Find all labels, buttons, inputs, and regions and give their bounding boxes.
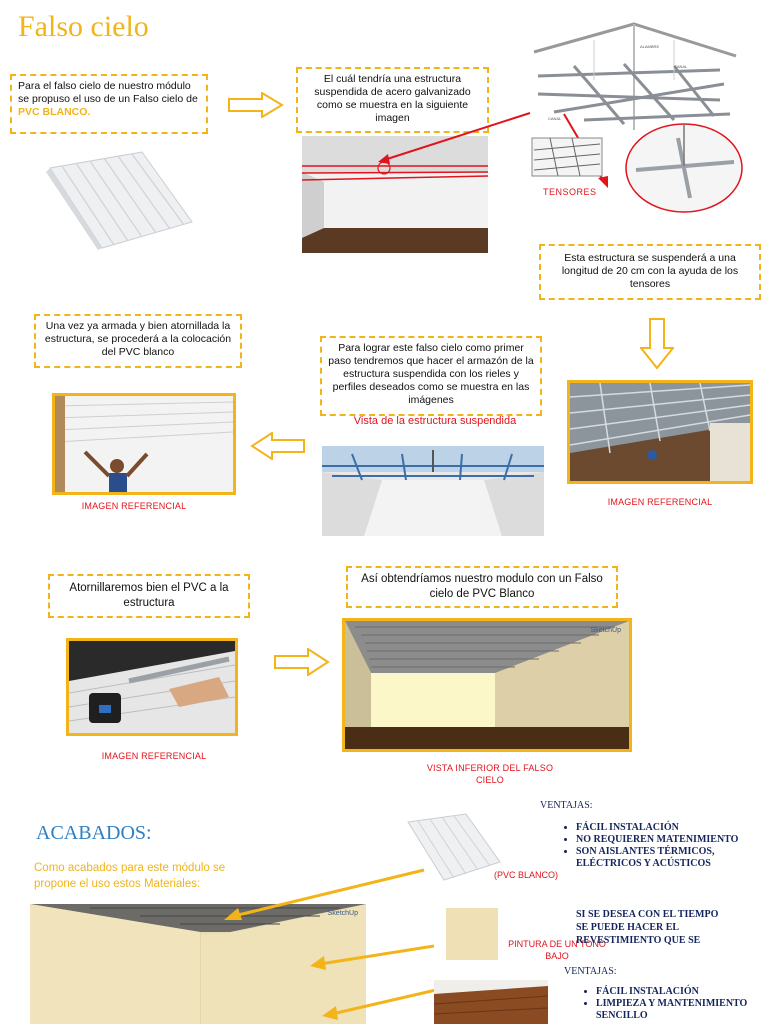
vista-inferior-label: VISTA INFERIOR DEL FALSO CIELO [426, 763, 554, 785]
intro-highlight: PVC BLANCO. [18, 106, 91, 118]
floor-advantages-list [580, 986, 766, 1022]
intro-text: Para el falso cielo de nuestro módulo se propuso el uso de un Falso cielo de [18, 80, 198, 105]
reference-image-installation [567, 380, 753, 484]
vista-estructura-label: Vista de la estructura suspendida [353, 415, 517, 427]
screw-box: Atornillaremos bien el PVC a la estructura [48, 574, 250, 618]
reference-image-pvc-installation [52, 393, 236, 495]
sketchup-render [342, 618, 632, 752]
wood-floor-image [434, 980, 548, 1024]
result-box: Así obtendríamos nuestro modulo con un Falso cielo de PVC Blanco [346, 566, 618, 608]
sketchup-logo: SketchUp [590, 627, 621, 634]
svg-text:ALAMBRE: ALAMBRE [640, 44, 660, 49]
arrow-right-icon [228, 92, 284, 118]
advantage-item: • NO REQUIEREN MATENIMIENTO [576, 834, 750, 846]
structure-box: El cuál tendría una estructura suspendida de acero galvanizado como se muestra en la siguiente imagen [296, 67, 489, 133]
arrow-paint-icon [306, 942, 436, 977]
pvc-label: (PVC BLANCO) [494, 870, 559, 880]
paint-label: PINTURA DE UN TONO BAJO [508, 939, 606, 961]
intro-box [10, 74, 208, 134]
arrow-left-icon [250, 432, 306, 460]
page-title: Falso cielo [18, 10, 149, 43]
acabados-intro: Como acabados para este módulo se propone el uso estos Materiales: [34, 862, 226, 890]
red-pointer-arrow [370, 110, 535, 175]
paint-swatch [446, 908, 498, 960]
suspended-structure-render [322, 446, 544, 536]
ventajas-label-2: VENTAJAS: [564, 966, 617, 977]
sketchup-logo-2: SketchUp [327, 910, 358, 917]
svg-text:CANAL: CANAL [548, 116, 562, 121]
advantage-item: • FÁCIL INSTALACIÓN [596, 986, 766, 998]
reference-label-left: IMAGEN REFERENCIAL [81, 501, 187, 511]
reference-image-screwing [66, 638, 238, 736]
advantage-item: • LIMPIEZA Y MANTENIMIENTO SENCILLO [596, 998, 766, 1022]
pvc-advantages-list [560, 822, 750, 870]
suspension-box: Esta estructura se suspenderá a una longitud de 20 cm con la ayuda de los tensores [539, 244, 761, 300]
tensores-label: TENSORES [543, 187, 597, 197]
reference-label-right: IMAGEN REFERENCIAL [607, 497, 713, 507]
arrow-pvc-icon [220, 868, 426, 929]
arrow-down-icon [640, 318, 674, 370]
arrow-right-icon-2 [274, 648, 330, 676]
frame-box: Para lograr este falso cielo como primer paso tendremos que hacer el armazón de la estructura suspendida con los rieles y perfiles deseados como se muestra en las imágenes [320, 336, 542, 416]
assembled-box: Una vez ya armada y bien atornillada la estructura, se procederá a la colocación del PVC blanco [34, 314, 242, 368]
paint-note: SI SE DESEA CON EL TIEMPO SE PUEDE HACER EL REVESTIMIENTO QUE SE [576, 909, 719, 946]
svg-text:CANAL: CANAL [674, 64, 688, 69]
reference-label-bottom: IMAGEN REFERENCIAL [101, 751, 207, 761]
ventajas-label-1: VENTAJAS: [540, 800, 593, 811]
advantage-item: • FÁCIL INSTALACIÓN [576, 822, 750, 834]
acabados-heading: ACABADOS: [36, 822, 152, 844]
arrow-floor-icon [318, 986, 438, 1027]
pvc-panel-image [42, 150, 194, 250]
advantage-item: • SON AISLANTES TÉRMICOS, ELÉCTRICOS Y ACÚSTICOS [576, 846, 750, 870]
